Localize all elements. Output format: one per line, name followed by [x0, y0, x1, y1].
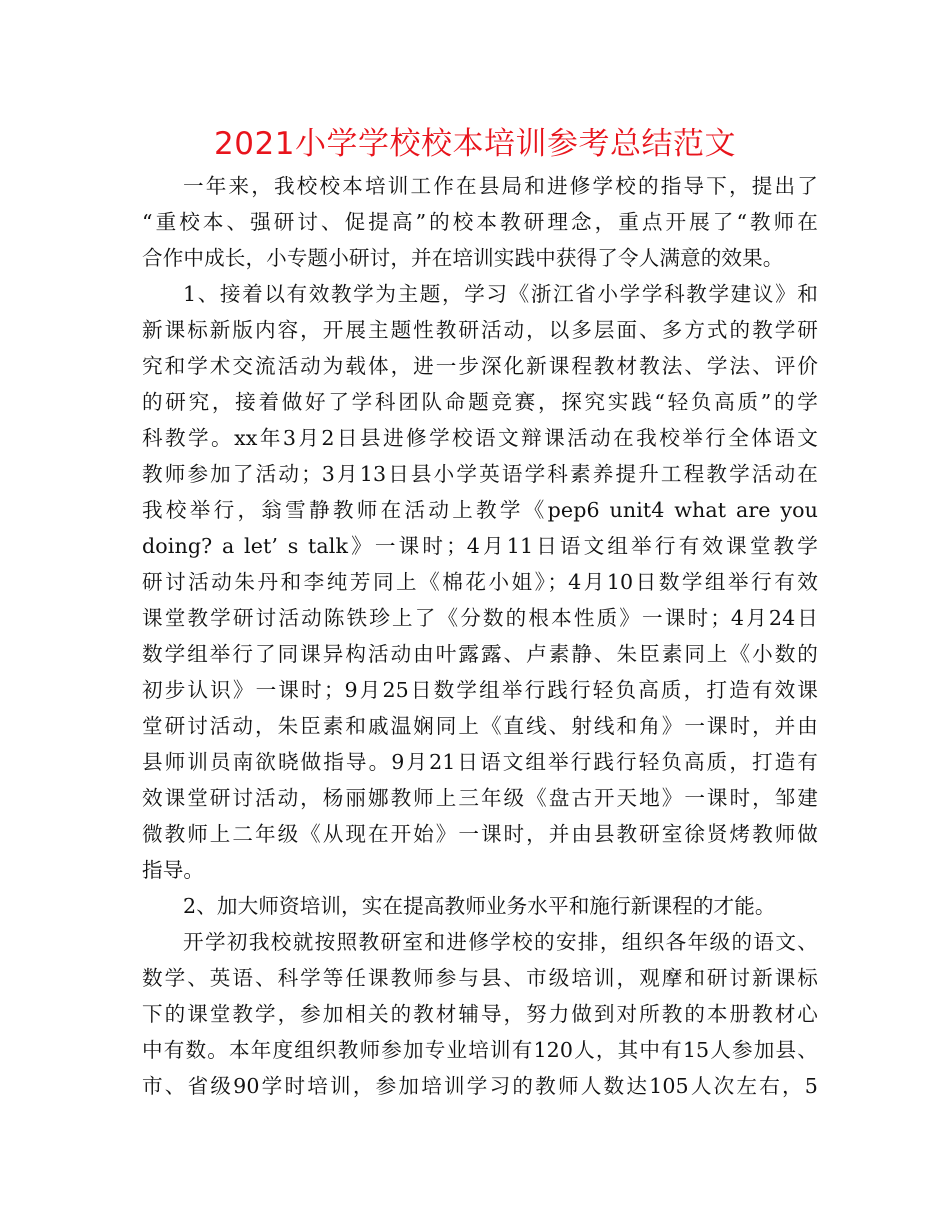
text-line: 堂研讨活动，朱臣素和戚温娴同上《直线、射线和角》一课时，并由: [142, 714, 818, 738]
text-line: 我校举行，翁雪静教师在活动上教学《pep6 unit4 what are you: [142, 498, 818, 522]
text-line: 研讨活动朱丹和李纯芳同上《棉花小姐》；4月10日数学组举行有效: [142, 570, 818, 594]
text-line: 中有数。本年度组织教师参加专业培训有120人，其中有15人参加县、: [142, 1038, 818, 1062]
document-body: [142, 168, 818, 1104]
text-line: 课堂教学研讨活动陈铁珍上了《分数的根本性质》一课时；4月24日: [142, 606, 818, 630]
text-line: 究和学术交流活动为载体，进一步深化新课程教材教法、学法、评价: [142, 354, 818, 378]
text-line: 合作中成长，小专题小研讨，并在培训实践中获得了令人满意的效果。: [142, 246, 784, 270]
text-line: 一年来，我校校本培训工作在县局和进修学校的指导下，提出了: [183, 174, 818, 198]
text-line: 新课标新版内容，开展主题性教研活动，以多层面、多方式的教学研: [142, 318, 818, 342]
text-line: “重校本、强研讨、促提高”的校本教研理念，重点开展了“教师在: [142, 210, 818, 234]
text-line: 数学组举行了同课异构活动由叶露露、卢素静、朱臣素同上《小数的: [142, 642, 818, 666]
text-line: 1、接着以有效教学为主题，学习《浙江省小学学科教学建议》和: [183, 282, 818, 306]
text-line: 指导。: [142, 858, 205, 882]
document-title: 2021小学学校校本培训参考总结范文: [214, 126, 736, 162]
text-line: 县师训员南欲晓做指导。9月21日语文组举行践行轻负高质，打造有: [142, 750, 818, 774]
text-line: 市、省级90学时培训，参加培训学习的教师人数达105人次左右，5: [142, 1074, 818, 1098]
text-line: 数学、英语、科学等任课教师参与县、市级培训，观摩和研讨新课标: [142, 966, 818, 990]
text-line: 初步认识》一课时；9月25日数学组举行践行轻负高质，打造有效课: [142, 678, 818, 702]
text-line: 微教师上二年级《从现在开始》一课时，并由县教研室徐贤烤教师做: [142, 822, 818, 846]
text-line: doing? a let’ s talk》一课时；4月11日语文组举行有效课堂教学: [142, 534, 818, 558]
text-line: 效课堂研讨活动，杨丽娜教师上三年级《盘古开天地》一课时，邹建: [142, 786, 818, 810]
text-line: 2、加大师资培训，实在提高教师业务水平和施行新课程的才能。: [183, 894, 776, 918]
text-line: 教师参加了活动；3月13日县小学英语学科素养提升工程教学活动在: [142, 462, 818, 486]
text-line: 下的课堂教学，参加相关的教材辅导，努力做到对所教的本册教材心: [142, 1002, 818, 1026]
text-line: 开学初我校就按照教研室和进修学校的安排，组织各年级的语文、: [183, 930, 818, 954]
text-line: 的研究，接着做好了学科团队命题竞赛，探究实践“轻负高质”的学: [142, 390, 818, 414]
text-line: 科教学。xx年3月2日县进修学校语文辩课活动在我校举行全体语文: [142, 426, 818, 450]
